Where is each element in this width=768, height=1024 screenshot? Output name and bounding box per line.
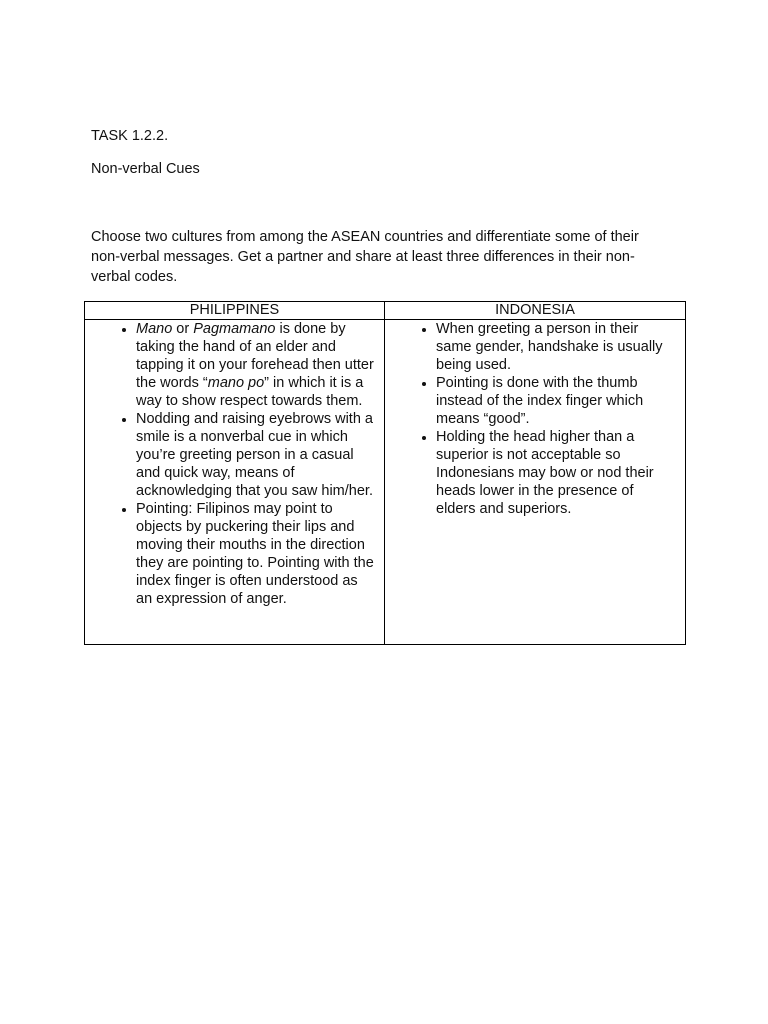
indonesia-list [385,320,675,518]
list-item: • Pointing: Filipinos may point to objects by puckering their lips and moving their mouths in the direction they are pointing to. Pointing with the index finger is often understood as an expression of anger. [136,500,374,608]
list-item: • When greeting a person in their same gender, handshake is usually being used. [436,320,675,374]
table-header-row [85,302,686,320]
indonesia-cell [385,320,686,645]
philippines-list [85,320,374,608]
section-subtitle: Non-verbal Cues [91,161,200,177]
list-item: • Pointing is done with the thumb instead of the index finger which means “good”. [436,374,675,428]
philippines-cell [85,320,385,645]
task-title: TASK 1.2.2. [91,128,169,144]
term-mano: Mano [136,321,173,337]
list-item: • Holding the head higher than a superior is not acceptable so Indonesians may bow or nod their heads lower in the presence of elders and superiors. [436,428,675,518]
list-item: • Nodding and raising eyebrows with a smile is a nonverbal cue in which you’re greeting person in a casual and quick way, means of acknowledging that you saw him/her. [136,410,374,500]
phrase-mano-po: mano po [207,375,265,391]
list-item: • Mano or Pagmamano is done by taking the hand of an elder and tapping it on your forehead then utter the words “mano po” in which it is a way to show respect towards them. [136,320,374,410]
term-pagmamano: Pagmamano [193,321,276,337]
instructions-paragraph: Choose two cultures from among the ASEAN countries and differentiate some of their non-verbal messages. Get a partner and share at least three differences in their non-verbal codes. [91,229,639,285]
table-row [85,320,686,645]
column-header-indonesia: INDONESIA [385,302,686,320]
nonverbal-cues-table [84,301,686,645]
column-header-philippines: PHILIPPINES [85,302,385,320]
